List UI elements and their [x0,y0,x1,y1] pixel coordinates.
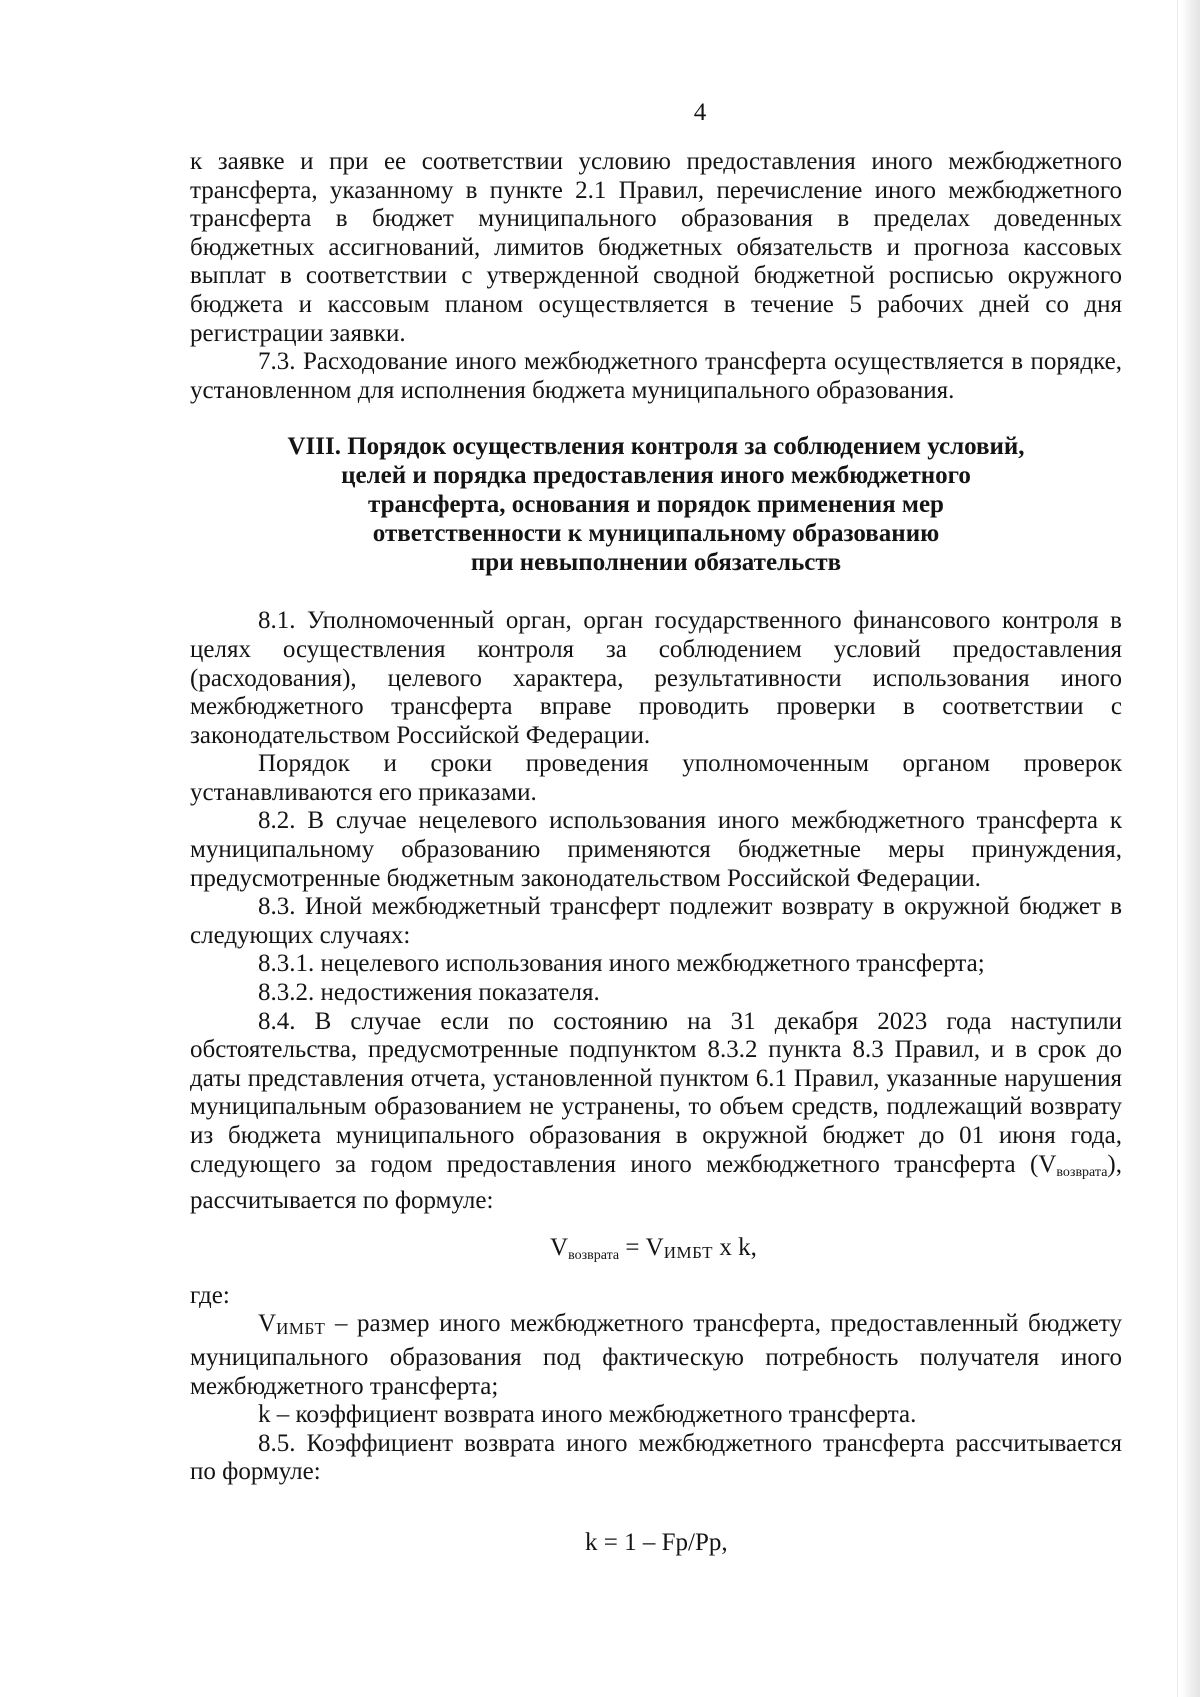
formula-v-rhs-subscript: ИМБТ [663,1242,714,1262]
heading-line: трансферта, основания и порядок применения мер [368,490,944,518]
document-page [190,96,1122,1559]
definition-v-text: – размер иного межбюджетного трансферта, предоставленный бюджету муниципального образования под фактическую потребность получателя иного межбюджетного трансферта; [190,1310,1122,1400]
heading-line: ответственности к муниципальному образованию [372,519,940,547]
where-label: где: [190,1281,230,1309]
definition-v-imbt [190,1310,1122,1401]
heading-line: при невыполнении обязательств [470,548,842,576]
paragraph-intro: к заявке и при ее соответствии условию предоставления иного межбюджетного трансферта, указанному в пункте 2.1 Правил, перечисление иного межбюджетного трансферта в бюджет муниципального образования в пределах доведенных бюджетных ассигнований, лимитов бюджетных обязательств и прогноза кассовых выплат в соответствии с утвержденной сводной бюджетной росписью окружного бюджета и кассовым планом осуществляется в течение 5 рабочих дней со дня регистрации заявки. [190,148,1122,347]
formula-v-lhs: V [550,1233,569,1261]
heading-line: VIII. Порядок осуществления контроля за соблюдением условий, [287,433,1025,461]
paragraph-8-1-b: Порядок и сроки проведения уполномоченным органом проверок устанавливаются его приказами. [190,750,1122,806]
formula-v-return [190,1230,1122,1274]
formula-k: k = 1 – Fp/Pp, [585,1528,728,1556]
definition-v-subscript: ИМБТ [276,1319,326,1339]
scan-shadow-line [1177,0,1178,1697]
definition-v-symbol: V [258,1310,277,1338]
scan-edge-shadow [1182,0,1200,1697]
formula-v-tail: x k, [713,1233,757,1261]
section-heading-viii [190,433,1122,577]
paragraph-8-3-1: 8.3.1. нецелевого использования иного межбюджетного трансферта; [258,950,985,978]
paragraph-8-4-subscript: возврата [1056,1164,1108,1180]
paragraph-8-4-tail: ), рассчитывается по формуле: [190,1150,1122,1215]
paragraph-8-3-2: 8.3.2. недостижения показателя. [258,979,600,1007]
paragraph-8-4-text: 8.4. В случае если по состоянию на 31 декабря 2023 года наступили обстоятельства, предусмотренные подпунктом 8.3.2 пункта 8.3 Правил, и в срок до даты представления отчета, установленной пунктом 6.1 Правил, указанные нарушения муниципальным образованием не устранены, то объем средств, подлежащий возврату из бюджета муниципального образования в окружной бюджет до 01 июня года, следующего за годом предоставления иного межбюджетного трансферта (V [190,1007,1122,1178]
formula-v-lhs-subscript: возврата [568,1247,620,1263]
definition-k: k – коэффициент возврата иного межбюджетного трансферта. [258,1401,917,1429]
paragraph-8-2: 8.2. В случае нецелевого использования иного межбюджетного трансферта к муниципальному образованию применяются бюджетные меры принуждения, предусмотренные бюджетным законодательством Российской Федерации. [190,807,1122,892]
paragraph-8-5: 8.5. Коэффициент возврата иного межбюджетного трансферта рассчитывается по формуле: [190,1429,1122,1486]
formula-v-eq: = V [619,1233,664,1261]
heading-line: целей и порядка предоставления иного межбюджетного [341,462,971,490]
paragraph-7-3: 7.3. Расходование иного межбюджетного трансферта осуществляется в порядке, установленном для исполнения бюджета муниципального образования. [190,348,1122,404]
paragraph-8-3: 8.3. Иной межбюджетный трансферт подлежит возврату в окружной бюджет в следующих случаях: [190,893,1122,949]
page-number: 4 [693,99,707,126]
paragraph-8-4 [190,1008,1122,1216]
paragraph-8-1: 8.1. Уполномоченный орган, орган государственного финансового контроля в целях осуществления контроля за соблюдением условий предоставления (расходования), целевого характера, результативности использования иного межбюджетного трансферта вправе проводить проверки в соответствии с законодательством Российской Федерации. [190,607,1122,749]
